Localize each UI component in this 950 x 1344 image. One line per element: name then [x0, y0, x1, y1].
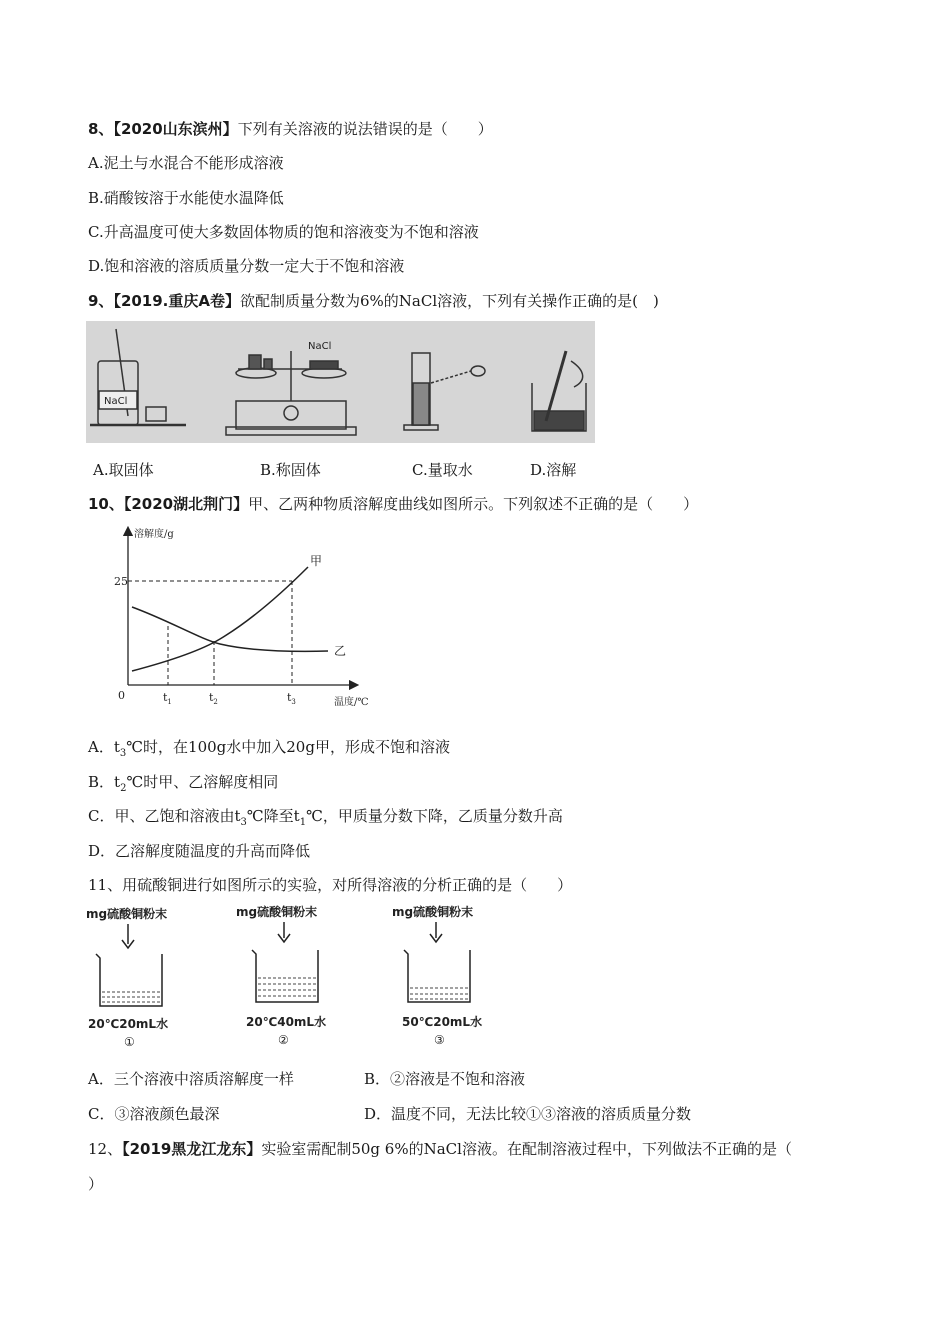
x-tick-t2: $t_2$	[209, 691, 218, 706]
q11-option-d: D．温度不同，无法比较①③溶液的溶质质量分数	[364, 1105, 692, 1123]
beaker-1	[86, 906, 168, 1049]
q11-option-c: C．③溶液颜色最深	[88, 1105, 220, 1123]
beaker-3-mark: ③	[434, 1033, 445, 1047]
q8-source-tag: 【2020山东滨州】	[113, 120, 238, 138]
q9-option-d: D.溶解	[530, 461, 577, 479]
q8-option-d: D.饱和溶液的溶质质量分数一定大于不饱和溶液	[88, 257, 405, 275]
x-tick-t3: $t_3$	[287, 691, 296, 706]
q9-apparatus-figure	[86, 321, 595, 443]
q8-stem-text: 下列有关溶液的说法错误的是（ ）	[237, 120, 493, 138]
curve-yi	[132, 607, 328, 651]
beaker-1-bottom-label: 20℃20mL水	[88, 1017, 169, 1031]
q10-option-d: D．乙溶解度随温度的升高而降低	[88, 842, 311, 860]
solubility-curve-svg	[110, 523, 390, 711]
beaker-experiment-svg	[86, 902, 506, 1052]
q12-stem-text: 实验室需配制50g 6%的NaCl溶液。在配制溶液过程中，下列做法不正确的是（	[261, 1140, 792, 1158]
reagent-jar-icon	[90, 329, 186, 425]
q8-option-c: C.升高温度可使大多数固体物质的饱和溶液变为不饱和溶液	[88, 223, 479, 241]
q10-source-tag: 【2020湖北荆门】	[123, 495, 249, 513]
beaker-2-top-label: mg硫酸铜粉末	[236, 905, 318, 919]
q8-option-b: B.硝酸铵溶于水能使水温降低	[88, 189, 284, 207]
beaker-3-bottom-label: 50℃20mL水	[402, 1015, 483, 1029]
beaker-1-mark: ①	[124, 1035, 135, 1049]
beaker-2-bottom-label: 20℃40mL水	[246, 1015, 327, 1029]
balance-icon	[226, 351, 356, 435]
label-jia: 甲	[310, 554, 323, 568]
beaker-1-top-label: mg硫酸铜粉末	[86, 907, 168, 921]
beaker-2-mark: ②	[278, 1033, 289, 1047]
pan-label: NaCl	[308, 341, 332, 352]
q11-stem	[88, 875, 572, 895]
curve-jia	[132, 567, 308, 671]
q9-apparatus-drawing	[86, 321, 595, 443]
beaker-1-glass	[96, 954, 162, 1006]
x-tick-t1: $t_1$	[163, 691, 172, 706]
q11-beaker-figure	[86, 902, 506, 1052]
q10-option-b: B．$t_2℃$时甲、乙溶解度相同	[88, 773, 279, 794]
q9-option-b: B.称固体	[260, 461, 321, 479]
y-axis-label: 溶解度/g	[134, 529, 174, 540]
q10-stem	[88, 494, 698, 514]
beaker-icon	[532, 351, 586, 431]
cylinder-icon	[404, 353, 485, 430]
q11-number: 11、	[88, 876, 123, 894]
q12-number: 12、	[88, 1140, 123, 1158]
jar-label: NaCl	[104, 396, 128, 407]
q11-option-a: A．三个溶液中溶质溶解度一样	[88, 1070, 294, 1088]
q9-stem	[88, 291, 659, 311]
q10-solubility-chart	[110, 523, 390, 711]
q11-option-b: B．②溶液是不饱和溶液	[364, 1070, 526, 1088]
q12-stem	[88, 1139, 792, 1159]
q9-option-a: A.取固体	[93, 461, 154, 479]
beaker-3-top-label: mg硫酸铜粉末	[392, 905, 474, 919]
beaker-3	[392, 904, 482, 1047]
q10-stem-text: 甲、乙两种物质溶解度曲线如图所示。下列叙述不正确的是（ ）	[248, 495, 699, 513]
q10-number: 10、	[88, 495, 124, 513]
q11-stem-text: 用硫酸铜进行如图所示的实验，对所得溶液的分析正确的是（ ）	[122, 876, 573, 894]
q10-option-c: C．甲、乙饱和溶液由$t_3℃$降至$t_1℃$，甲质量分数下降，乙质量分数升高	[88, 807, 563, 828]
beaker-2	[236, 904, 326, 1047]
q9-option-c: C.量取水	[412, 461, 473, 479]
q12-stem-continued: ）	[88, 1175, 104, 1193]
q8-stem	[88, 119, 493, 139]
label-yi: 乙	[334, 644, 347, 658]
q10-option-a: A．$t_3℃$时，在100g水中加入20g甲，形成不饱和溶液	[88, 738, 450, 759]
x-axis-label: 温度/℃	[334, 697, 369, 708]
q9-number: 9、	[88, 292, 114, 310]
q8-option-a: A.泥土与水混合不能形成溶液	[88, 154, 284, 172]
q8-number: 8、	[88, 120, 114, 138]
origin-label: 0	[118, 689, 125, 702]
y-tick-25: 25	[114, 575, 128, 588]
q9-stem-text: 欲配制质量分数为6%的NaCl溶液，下列有关操作正确的是( )	[240, 292, 659, 310]
beaker-2-glass	[252, 950, 318, 1002]
q12-source-tag: 【2019黑龙江龙东】	[122, 1140, 262, 1158]
q9-source-tag: 【2019.重庆A卷】	[113, 292, 240, 310]
